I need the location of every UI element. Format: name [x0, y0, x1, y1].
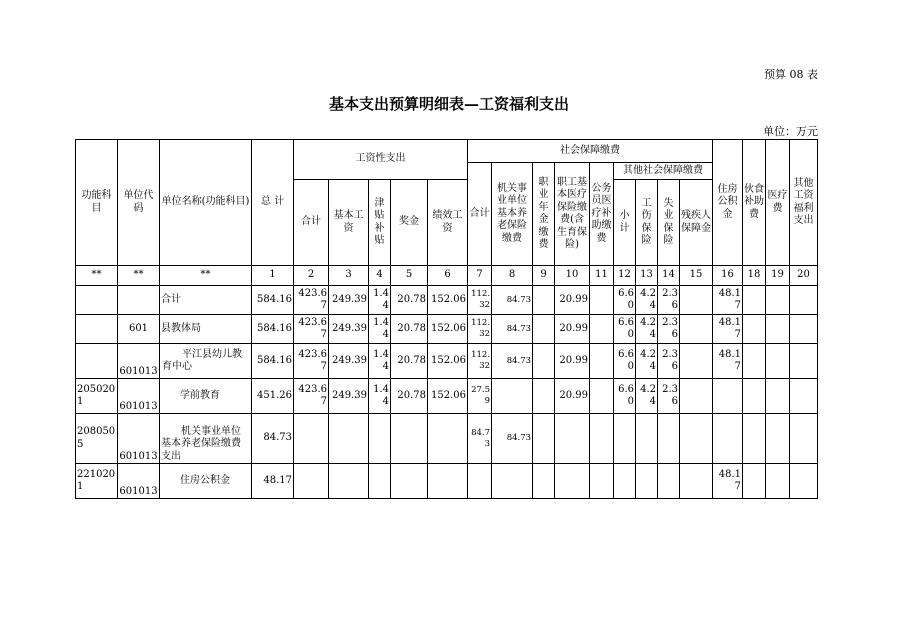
meal-subsidy-cell — [743, 414, 766, 464]
medical-insurance-cell — [555, 464, 590, 499]
bonus-cell: 20.78 — [391, 379, 428, 414]
injury-cell: 4.24 — [636, 379, 658, 414]
allowance-cell: 1.44 — [369, 344, 391, 379]
injury-cell — [636, 414, 658, 464]
unit-code-cell: 601013 — [118, 464, 160, 499]
header-allowance: 津贴补贴 — [369, 180, 391, 266]
total-cell: 451.26 — [252, 379, 294, 414]
index-cell: 4 — [369, 266, 391, 286]
form-number: 预算 08 表 — [764, 68, 818, 81]
total-cell: 584.16 — [252, 315, 294, 344]
header-other-subtotal: 小计 — [614, 180, 636, 266]
civil-medical-cell — [590, 286, 614, 315]
performance-cell: 152.06 — [428, 344, 468, 379]
unit-name-cell: 住房公积金 — [160, 464, 252, 499]
annuity-cell — [533, 414, 555, 464]
performance-cell: 152.06 — [428, 379, 468, 414]
allowance-cell: 1.44 — [369, 379, 391, 414]
total-cell: 48.17 — [252, 464, 294, 499]
social-sum-cell — [468, 464, 492, 499]
medical-fee-cell — [766, 286, 790, 315]
bonus-cell — [391, 464, 428, 499]
total-cell: 84.73 — [252, 414, 294, 464]
bonus-cell — [391, 414, 428, 464]
wage-sum-cell: 423.67 — [294, 286, 329, 315]
header-medical-insurance: 职工基本医疗保险缴费(含生育保险) — [555, 163, 590, 266]
index-cell: 2 — [294, 266, 329, 286]
allowance-cell: 1.44 — [369, 286, 391, 315]
total-cell: 584.16 — [252, 286, 294, 315]
index-cell: 6 — [428, 266, 468, 286]
unit-name-cell: 机关事业单位基本养老保险缴费支出 — [160, 414, 252, 464]
housing-fund-cell — [713, 379, 743, 414]
header-meal-subsidy: 伙食补助费 — [743, 140, 766, 266]
index-cell: 12 — [614, 266, 636, 286]
header-basic-salary: 基本工资 — [329, 180, 369, 266]
header-housing-fund: 住房公积金 — [713, 140, 743, 266]
meal-subsidy-cell — [743, 286, 766, 315]
header-func-code: 功能科目 — [76, 140, 118, 266]
index-cell: 3 — [329, 266, 369, 286]
medical-insurance-cell — [555, 414, 590, 464]
other-subtotal-cell — [614, 464, 636, 499]
index-cell: 19 — [766, 266, 790, 286]
wage-sum-cell: 423.67 — [294, 344, 329, 379]
social-sum-cell: 112.32 — [468, 344, 492, 379]
basic-salary-cell — [329, 464, 369, 499]
disabled-fund-cell — [680, 414, 713, 464]
index-cell: ** — [160, 266, 252, 286]
medical-fee-cell — [766, 379, 790, 414]
header-civil-medical: 公务员医疗补助缴费 — [590, 163, 614, 266]
injury-cell: 4.24 — [636, 344, 658, 379]
table-row — [76, 414, 818, 464]
table-row — [76, 464, 818, 499]
index-cell: ** — [118, 266, 160, 286]
social-sum-cell: 27.59 — [468, 379, 492, 414]
housing-fund-cell — [713, 414, 743, 464]
basic-salary-cell: 249.39 — [329, 286, 369, 315]
index-cell: 8 — [492, 266, 533, 286]
table-row — [76, 344, 818, 379]
index-cell: 14 — [658, 266, 680, 286]
other-subtotal-cell: 6.60 — [614, 315, 636, 344]
medical-insurance-cell: 20.99 — [555, 286, 590, 315]
index-cell: 20 — [790, 266, 818, 286]
medical-fee-cell — [766, 344, 790, 379]
index-cell: 15 — [680, 266, 713, 286]
other-subtotal-cell: 6.60 — [614, 286, 636, 315]
bonus-cell: 20.78 — [391, 344, 428, 379]
header-total: 总 计 — [252, 140, 294, 266]
header-annuity: 职业年金缴费 — [533, 163, 555, 266]
social-sum-cell: 112.32 — [468, 315, 492, 344]
header-wage-sum: 合计 — [294, 180, 329, 266]
medical-insurance-cell: 20.99 — [555, 344, 590, 379]
pension-cell — [492, 379, 533, 414]
table-row — [76, 286, 818, 315]
allowance-cell: 1.44 — [369, 315, 391, 344]
allowance-cell — [369, 464, 391, 499]
index-cell: 11 — [590, 266, 614, 286]
meal-subsidy-cell — [743, 464, 766, 499]
other-subtotal-cell: 6.60 — [614, 344, 636, 379]
bonus-cell: 20.78 — [391, 315, 428, 344]
injury-cell — [636, 464, 658, 499]
other-subtotal-cell — [614, 414, 636, 464]
housing-fund-cell: 48.17 — [713, 315, 743, 344]
func-code-cell: 2210201 — [76, 464, 118, 499]
pension-cell — [492, 464, 533, 499]
unit-name-cell: 学前教育 — [160, 379, 252, 414]
header-performance: 绩效工资 — [428, 180, 468, 266]
unemployment-cell: 2.36 — [658, 286, 680, 315]
func-code-cell: 2050201 — [76, 379, 118, 414]
basic-salary-cell: 249.39 — [329, 315, 369, 344]
disabled-fund-cell — [680, 315, 713, 344]
unemployment-cell — [658, 414, 680, 464]
annuity-cell — [533, 379, 555, 414]
index-cell: 7 — [468, 266, 492, 286]
budget-table — [75, 139, 818, 499]
wage-sum-cell — [294, 464, 329, 499]
index-cell: 18 — [743, 266, 766, 286]
unit-code-cell: 601 — [118, 315, 160, 344]
unemployment-cell: 2.36 — [658, 315, 680, 344]
func-code-cell — [76, 315, 118, 344]
disabled-fund-cell — [680, 344, 713, 379]
performance-cell — [428, 414, 468, 464]
annuity-cell — [533, 286, 555, 315]
pension-cell: 84.73 — [492, 286, 533, 315]
allowance-cell — [369, 414, 391, 464]
injury-cell: 4.24 — [636, 315, 658, 344]
wage-sum-cell: 423.67 — [294, 379, 329, 414]
header-injury: 工伤保险 — [636, 180, 658, 266]
disabled-fund-cell — [680, 286, 713, 315]
pension-cell: 84.73 — [492, 315, 533, 344]
unit-name-cell: 平江县幼儿教育中心 — [160, 344, 252, 379]
unemployment-cell: 2.36 — [658, 379, 680, 414]
unit-name-cell: 县教体局 — [160, 315, 252, 344]
annuity-cell — [533, 344, 555, 379]
housing-fund-cell: 48.17 — [713, 464, 743, 499]
page-title: 基本支出预算明细表—工资福利支出 — [328, 95, 569, 113]
index-cell: 13 — [636, 266, 658, 286]
wage-sum-cell — [294, 414, 329, 464]
medical-insurance-cell: 20.99 — [555, 379, 590, 414]
medical-fee-cell — [766, 315, 790, 344]
injury-cell: 4.24 — [636, 286, 658, 315]
pension-cell: 84.73 — [492, 414, 533, 464]
medical-insurance-cell: 20.99 — [555, 315, 590, 344]
header-other-social: 其他社会保障缴费 — [614, 163, 713, 180]
header-social-group: 社会保障缴费 — [468, 140, 713, 163]
performance-cell — [428, 464, 468, 499]
civil-medical-cell — [590, 344, 614, 379]
header-unit-code: 单位代码 — [118, 140, 160, 266]
index-cell: 10 — [555, 266, 590, 286]
housing-fund-cell: 48.17 — [713, 344, 743, 379]
other-welfare-cell — [790, 344, 818, 379]
unit-code-cell: 601013 — [118, 344, 160, 379]
header-other-welfare: 其他工资福利支出 — [790, 140, 818, 266]
total-cell: 584.16 — [252, 344, 294, 379]
civil-medical-cell — [590, 315, 614, 344]
medical-fee-cell — [766, 414, 790, 464]
social-sum-cell: 84.73 — [468, 414, 492, 464]
unit-code-cell: 601013 — [118, 379, 160, 414]
meal-subsidy-cell — [743, 344, 766, 379]
other-welfare-cell — [790, 464, 818, 499]
header-unemployment: 失业保险 — [658, 180, 680, 266]
basic-salary-cell — [329, 414, 369, 464]
basic-salary-cell: 249.39 — [329, 379, 369, 414]
func-code-cell: 2080505 — [76, 414, 118, 464]
other-welfare-cell — [790, 379, 818, 414]
performance-cell: 152.06 — [428, 286, 468, 315]
table-row — [76, 315, 818, 344]
disabled-fund-cell — [680, 464, 713, 499]
civil-medical-cell — [590, 414, 614, 464]
header-social-sum: 合计 — [468, 163, 492, 266]
disabled-fund-cell — [680, 379, 713, 414]
wage-sum-cell: 423.67 — [294, 315, 329, 344]
performance-cell: 152.06 — [428, 315, 468, 344]
other-subtotal-cell: 6.60 — [614, 379, 636, 414]
func-code-cell — [76, 344, 118, 379]
header-medical-fee: 医疗费 — [766, 140, 790, 266]
unemployment-cell: 2.36 — [658, 344, 680, 379]
unit-label: 单位：万元 — [763, 125, 818, 138]
other-welfare-cell — [790, 315, 818, 344]
header-disabled-fund: 残疾人保障金 — [680, 180, 713, 266]
unit-code-cell: 601013 — [118, 414, 160, 464]
index-cell: 16 — [713, 266, 743, 286]
unit-name-cell: 合计 — [160, 286, 252, 315]
bonus-cell: 20.78 — [391, 286, 428, 315]
civil-medical-cell — [590, 379, 614, 414]
header-pension: 机关事业单位基本养老保险缴费 — [492, 163, 533, 266]
header-wage-group: 工资性支出 — [294, 140, 468, 180]
other-welfare-cell — [790, 414, 818, 464]
medical-fee-cell — [766, 464, 790, 499]
basic-salary-cell: 249.39 — [329, 344, 369, 379]
civil-medical-cell — [590, 464, 614, 499]
meal-subsidy-cell — [743, 379, 766, 414]
social-sum-cell: 112.32 — [468, 286, 492, 315]
housing-fund-cell: 48.17 — [713, 286, 743, 315]
header-unit-name: 单位名称(功能科目) — [160, 140, 252, 266]
pension-cell: 84.73 — [492, 344, 533, 379]
func-code-cell — [76, 286, 118, 315]
index-cell: 5 — [391, 266, 428, 286]
table-row — [76, 379, 818, 414]
unemployment-cell — [658, 464, 680, 499]
other-welfare-cell — [790, 286, 818, 315]
index-cell: 1 — [252, 266, 294, 286]
index-cell: ** — [76, 266, 118, 286]
annuity-cell — [533, 315, 555, 344]
meal-subsidy-cell — [743, 315, 766, 344]
unit-code-cell — [118, 286, 160, 315]
index-row — [76, 266, 818, 286]
header-bonus: 奖金 — [391, 180, 428, 266]
annuity-cell — [533, 464, 555, 499]
index-cell: 9 — [533, 266, 555, 286]
